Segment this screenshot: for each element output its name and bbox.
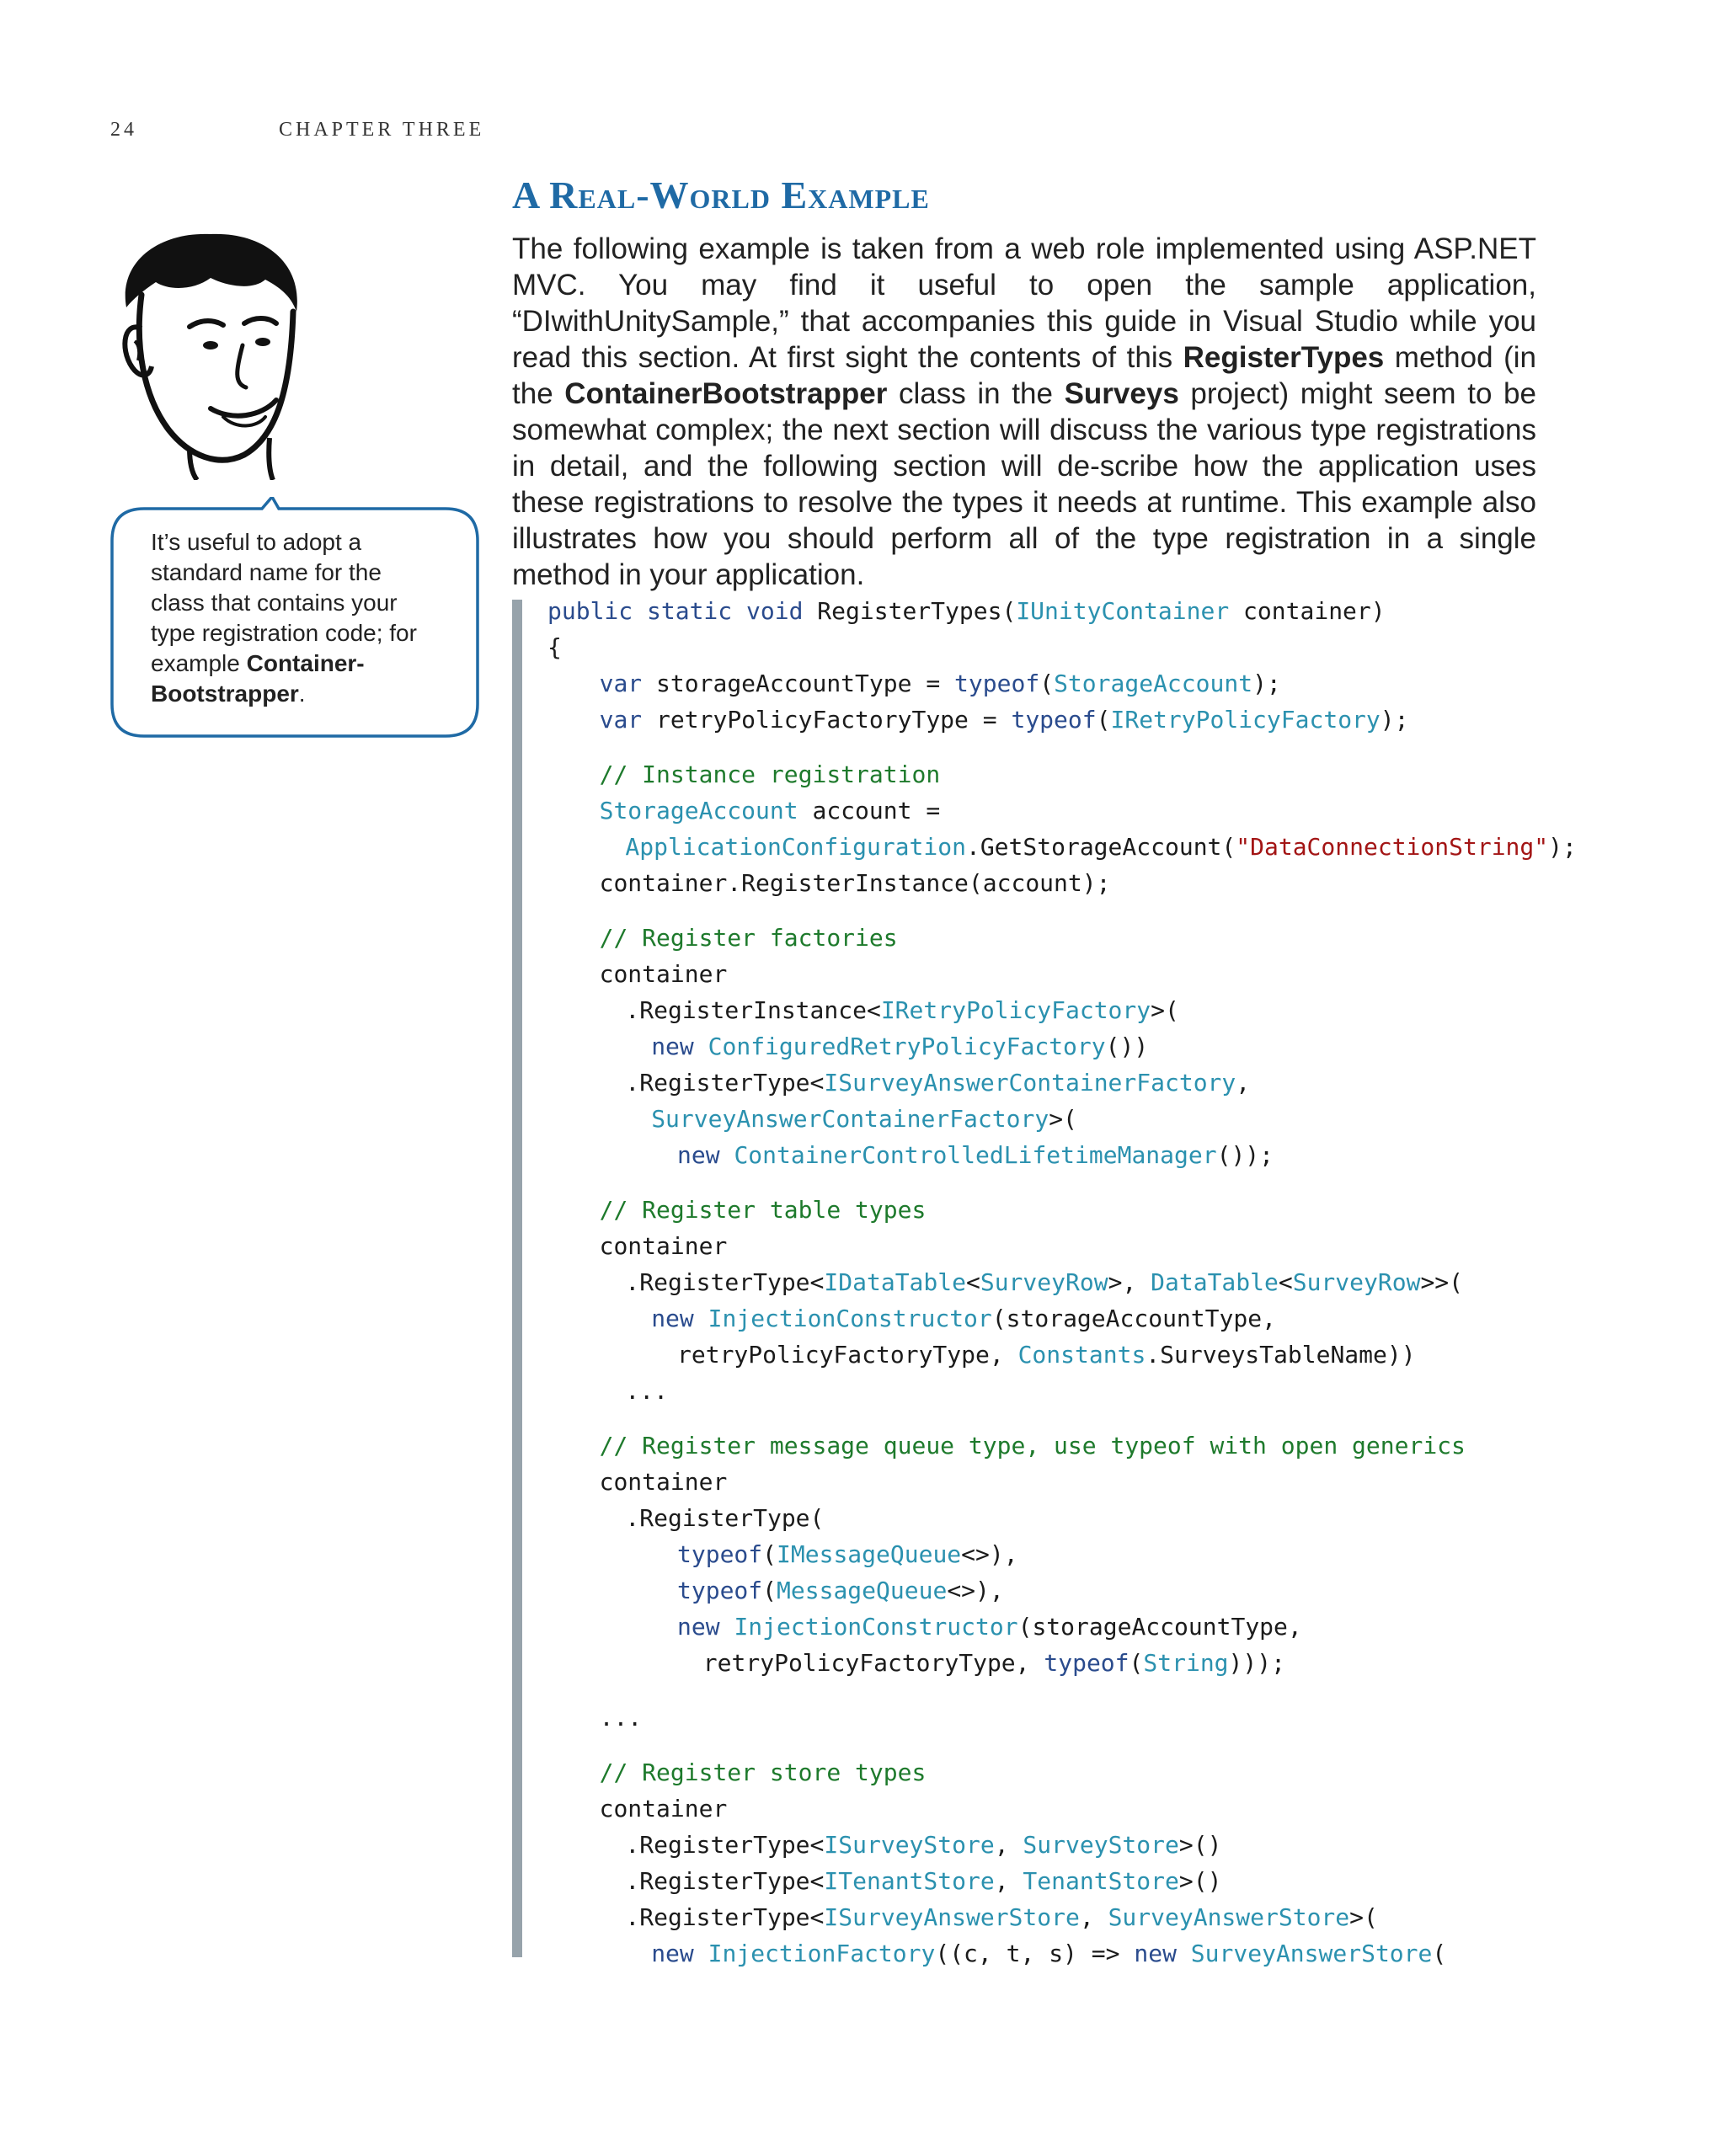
code-token: .SurveysTableName)) bbox=[1146, 1341, 1416, 1369]
code-token: <>), bbox=[947, 1577, 1004, 1604]
section-title: A Real-World Example bbox=[512, 173, 930, 216]
code-token: ( bbox=[762, 1577, 777, 1604]
code-line bbox=[547, 756, 940, 792]
code-token: ()); bbox=[1216, 1141, 1274, 1169]
code-token: retryPolicyFactoryType, bbox=[677, 1341, 1018, 1369]
code-token: >, bbox=[1108, 1268, 1151, 1296]
body-paragraph bbox=[512, 231, 1536, 593]
code-token: StorageAccount bbox=[599, 797, 798, 825]
code-line bbox=[547, 1228, 727, 1264]
code-token: .RegisterType< bbox=[625, 1867, 825, 1895]
code-token: SurveyRow bbox=[1292, 1268, 1421, 1296]
code-token: ... bbox=[625, 1377, 668, 1405]
code-token: IRetryPolicyFactory bbox=[880, 996, 1151, 1024]
code-token: public static void bbox=[547, 597, 818, 625]
code-token: ... bbox=[599, 1704, 643, 1732]
body-bold-term: RegisterTypes bbox=[1183, 341, 1385, 374]
code-token: InjectionConstructor bbox=[734, 1613, 1018, 1641]
body-text: class in the bbox=[887, 377, 1065, 410]
code-token: var bbox=[599, 670, 643, 697]
note-text: It’s useful to adopt a standard name for the class that contains your type registration code; for example bbox=[151, 529, 417, 676]
code-line bbox=[547, 1373, 668, 1409]
code-token: ISurveyAnswerContainerFactory bbox=[824, 1069, 1236, 1097]
code-token: ContainerControlledLifetimeManager bbox=[734, 1141, 1217, 1169]
code-token: IUnityContainer bbox=[1016, 597, 1230, 625]
code-line bbox=[547, 1192, 926, 1228]
code-token: container bbox=[599, 1232, 728, 1260]
code-token: ()) bbox=[1105, 1033, 1149, 1060]
code-token: container) bbox=[1229, 597, 1386, 625]
code-token: ( bbox=[1129, 1649, 1144, 1677]
code-token: new bbox=[651, 1940, 708, 1967]
code-line bbox=[547, 829, 1577, 865]
character-illustration bbox=[109, 227, 312, 480]
code-token: .RegisterType< bbox=[625, 1903, 825, 1931]
code-token: container.RegisterInstance(account); bbox=[599, 869, 1111, 897]
code-token: SurveyAnswerStore bbox=[1190, 1940, 1433, 1967]
code-token: ISurveyStore bbox=[824, 1831, 995, 1859]
code-token: String bbox=[1143, 1649, 1229, 1677]
code-line bbox=[547, 1827, 1221, 1863]
code-line bbox=[547, 920, 898, 956]
note-bold-term: Container-Bootstrapper bbox=[151, 650, 365, 707]
code-token: ); bbox=[1252, 670, 1281, 697]
body-bold-term: ContainerBootstrapper bbox=[564, 377, 888, 410]
code-token: (storageAccountType, bbox=[1017, 1613, 1302, 1641]
code-token: ( bbox=[1039, 670, 1055, 697]
code-token: typeof bbox=[677, 1577, 763, 1604]
code-line bbox=[547, 1935, 1446, 1972]
code-token: ( bbox=[1432, 1940, 1447, 1967]
code-token: ConfiguredRetryPolicyFactory bbox=[708, 1033, 1106, 1060]
body-text: The following example is taken from a web role implemented using ASP.NET MVC. You may find it useful to open the sample application, “DIwithUnitySample,” that accompanies this guide in Visual Studio while you read this section. At first sight the contents of this bbox=[512, 232, 1536, 374]
sidebar-callout bbox=[110, 497, 479, 738]
code-token: .RegisterType< bbox=[625, 1831, 825, 1859]
code-token: StorageAccount bbox=[1054, 670, 1253, 697]
code-token: IMessageQueue bbox=[777, 1540, 962, 1568]
code-token: new bbox=[677, 1613, 734, 1641]
code-token: <>), bbox=[961, 1540, 1018, 1568]
code-token: // Register store types bbox=[599, 1758, 927, 1786]
code-line bbox=[547, 1500, 824, 1536]
code-token: , bbox=[1236, 1069, 1251, 1097]
code-token: DataTable bbox=[1151, 1268, 1279, 1296]
code-token: .RegisterType( bbox=[625, 1504, 825, 1532]
code-token: MessageQueue bbox=[777, 1577, 948, 1604]
code-token: , bbox=[994, 1831, 1023, 1859]
code-token: >>( bbox=[1420, 1268, 1464, 1296]
code-block-bar bbox=[512, 600, 522, 1957]
code-token: // Register table types bbox=[599, 1196, 927, 1224]
code-line bbox=[547, 1572, 1004, 1609]
code-line bbox=[547, 1863, 1221, 1899]
code-token: container bbox=[599, 1795, 728, 1822]
code-token: new bbox=[677, 1141, 734, 1169]
code-line bbox=[547, 1028, 1148, 1065]
code-token: ( bbox=[762, 1540, 777, 1568]
code-token: ); bbox=[1548, 833, 1577, 861]
code-token: new bbox=[651, 1033, 708, 1060]
code-token: RegisterTypes( bbox=[817, 597, 1017, 625]
code-token: typeof bbox=[1011, 706, 1097, 734]
code-line bbox=[547, 1137, 1274, 1173]
code-line bbox=[547, 1700, 642, 1736]
code-line bbox=[547, 593, 1386, 629]
code-token: ))); bbox=[1228, 1649, 1285, 1677]
code-token: >() bbox=[1178, 1867, 1222, 1895]
code-token: InjectionConstructor bbox=[708, 1305, 992, 1332]
code-token: ITenantStore bbox=[824, 1867, 995, 1895]
code-token: SurveyAnswerStore bbox=[1108, 1903, 1350, 1931]
code-token: // Register message queue type, use typeof with open generics bbox=[599, 1432, 1466, 1460]
running-head bbox=[110, 119, 616, 144]
code-line bbox=[547, 865, 1110, 901]
code-token: SurveyStore bbox=[1023, 1831, 1179, 1859]
code-token: < bbox=[1278, 1268, 1293, 1296]
code-token: SurveyAnswerContainerFactory bbox=[651, 1105, 1049, 1133]
code-token: >( bbox=[1349, 1903, 1378, 1931]
code-line bbox=[547, 792, 940, 829]
code-token: container bbox=[599, 960, 728, 988]
code-line bbox=[547, 1101, 1077, 1137]
code-token: >( bbox=[1151, 996, 1179, 1024]
code-line bbox=[547, 1645, 1285, 1681]
code-token: SurveyRow bbox=[980, 1268, 1108, 1296]
code-token: .GetStorageAccount( bbox=[965, 833, 1236, 861]
code-line bbox=[547, 1264, 1463, 1300]
note-text: . bbox=[298, 680, 306, 707]
code-line bbox=[547, 1790, 727, 1827]
code-token: container bbox=[599, 1468, 728, 1496]
code-token: account = bbox=[798, 797, 941, 825]
code-token: .RegisterType< bbox=[625, 1069, 825, 1097]
body-text: method (in the bbox=[512, 341, 1536, 410]
code-line bbox=[547, 1754, 926, 1790]
code-line bbox=[547, 1899, 1378, 1935]
body-text: project) might seem to be somewhat complex; the next section will discuss the various type registrations in detail, and the following section will de-scribe how the application uses these registrations to resolve the types it needs at runtime. This example also illustrates how you should perform all of the type registration in a single method in your application. bbox=[512, 377, 1536, 591]
code-token: ApplicationConfiguration bbox=[625, 833, 966, 861]
code-token: retryPolicyFactoryType = bbox=[642, 706, 1012, 734]
page-number: 24 bbox=[110, 119, 137, 141]
code-token: < bbox=[965, 1268, 980, 1296]
code-token: InjectionFactory bbox=[708, 1940, 936, 1967]
chapter-label: CHAPTER THREE bbox=[279, 119, 485, 141]
code-token: ISurveyAnswerStore bbox=[824, 1903, 1080, 1931]
code-token: ( bbox=[1096, 706, 1111, 734]
code-token: // Instance registration bbox=[599, 760, 941, 788]
code-token: ); bbox=[1380, 706, 1409, 734]
code-token: { bbox=[547, 633, 562, 661]
code-token: , bbox=[994, 1867, 1023, 1895]
code-line bbox=[547, 1300, 1276, 1337]
code-line bbox=[547, 1609, 1302, 1645]
sidebar-note bbox=[151, 527, 429, 709]
code-line bbox=[547, 1464, 727, 1500]
code-token: storageAccountType = bbox=[642, 670, 955, 697]
code-token: new bbox=[651, 1305, 708, 1332]
body-bold-term: Surveys bbox=[1064, 377, 1179, 410]
code-token: IRetryPolicyFactory bbox=[1110, 706, 1381, 734]
code-line bbox=[547, 1536, 1018, 1572]
code-token: typeof bbox=[1044, 1649, 1130, 1677]
code-token: IDataTable bbox=[824, 1268, 966, 1296]
code-line bbox=[547, 1337, 1416, 1373]
code-line bbox=[547, 956, 727, 992]
code-token: , bbox=[1079, 1903, 1108, 1931]
code-line bbox=[547, 992, 1179, 1028]
code-token: ((c, t, s) => bbox=[935, 1940, 1135, 1967]
code-token: retryPolicyFactoryType, bbox=[702, 1649, 1044, 1677]
code-token: TenantStore bbox=[1023, 1867, 1179, 1895]
code-token: new bbox=[1134, 1940, 1191, 1967]
code-line bbox=[547, 1065, 1250, 1101]
code-line bbox=[547, 702, 1409, 738]
code-token: >( bbox=[1049, 1105, 1077, 1133]
code-line bbox=[547, 1428, 1466, 1464]
code-token: >() bbox=[1178, 1831, 1222, 1859]
code-line bbox=[547, 665, 1281, 702]
code-line bbox=[547, 629, 562, 665]
code-token: Constants bbox=[1017, 1341, 1146, 1369]
code-token: .RegisterType< bbox=[625, 1268, 825, 1296]
code-token: .RegisterInstance< bbox=[625, 996, 881, 1024]
code-token: var bbox=[599, 706, 643, 734]
code-token: "DataConnectionString" bbox=[1236, 833, 1549, 861]
code-token: // Register factories bbox=[599, 924, 898, 952]
code-token: (storageAccountType, bbox=[991, 1305, 1276, 1332]
code-token: typeof bbox=[677, 1540, 763, 1568]
code-token: typeof bbox=[954, 670, 1040, 697]
